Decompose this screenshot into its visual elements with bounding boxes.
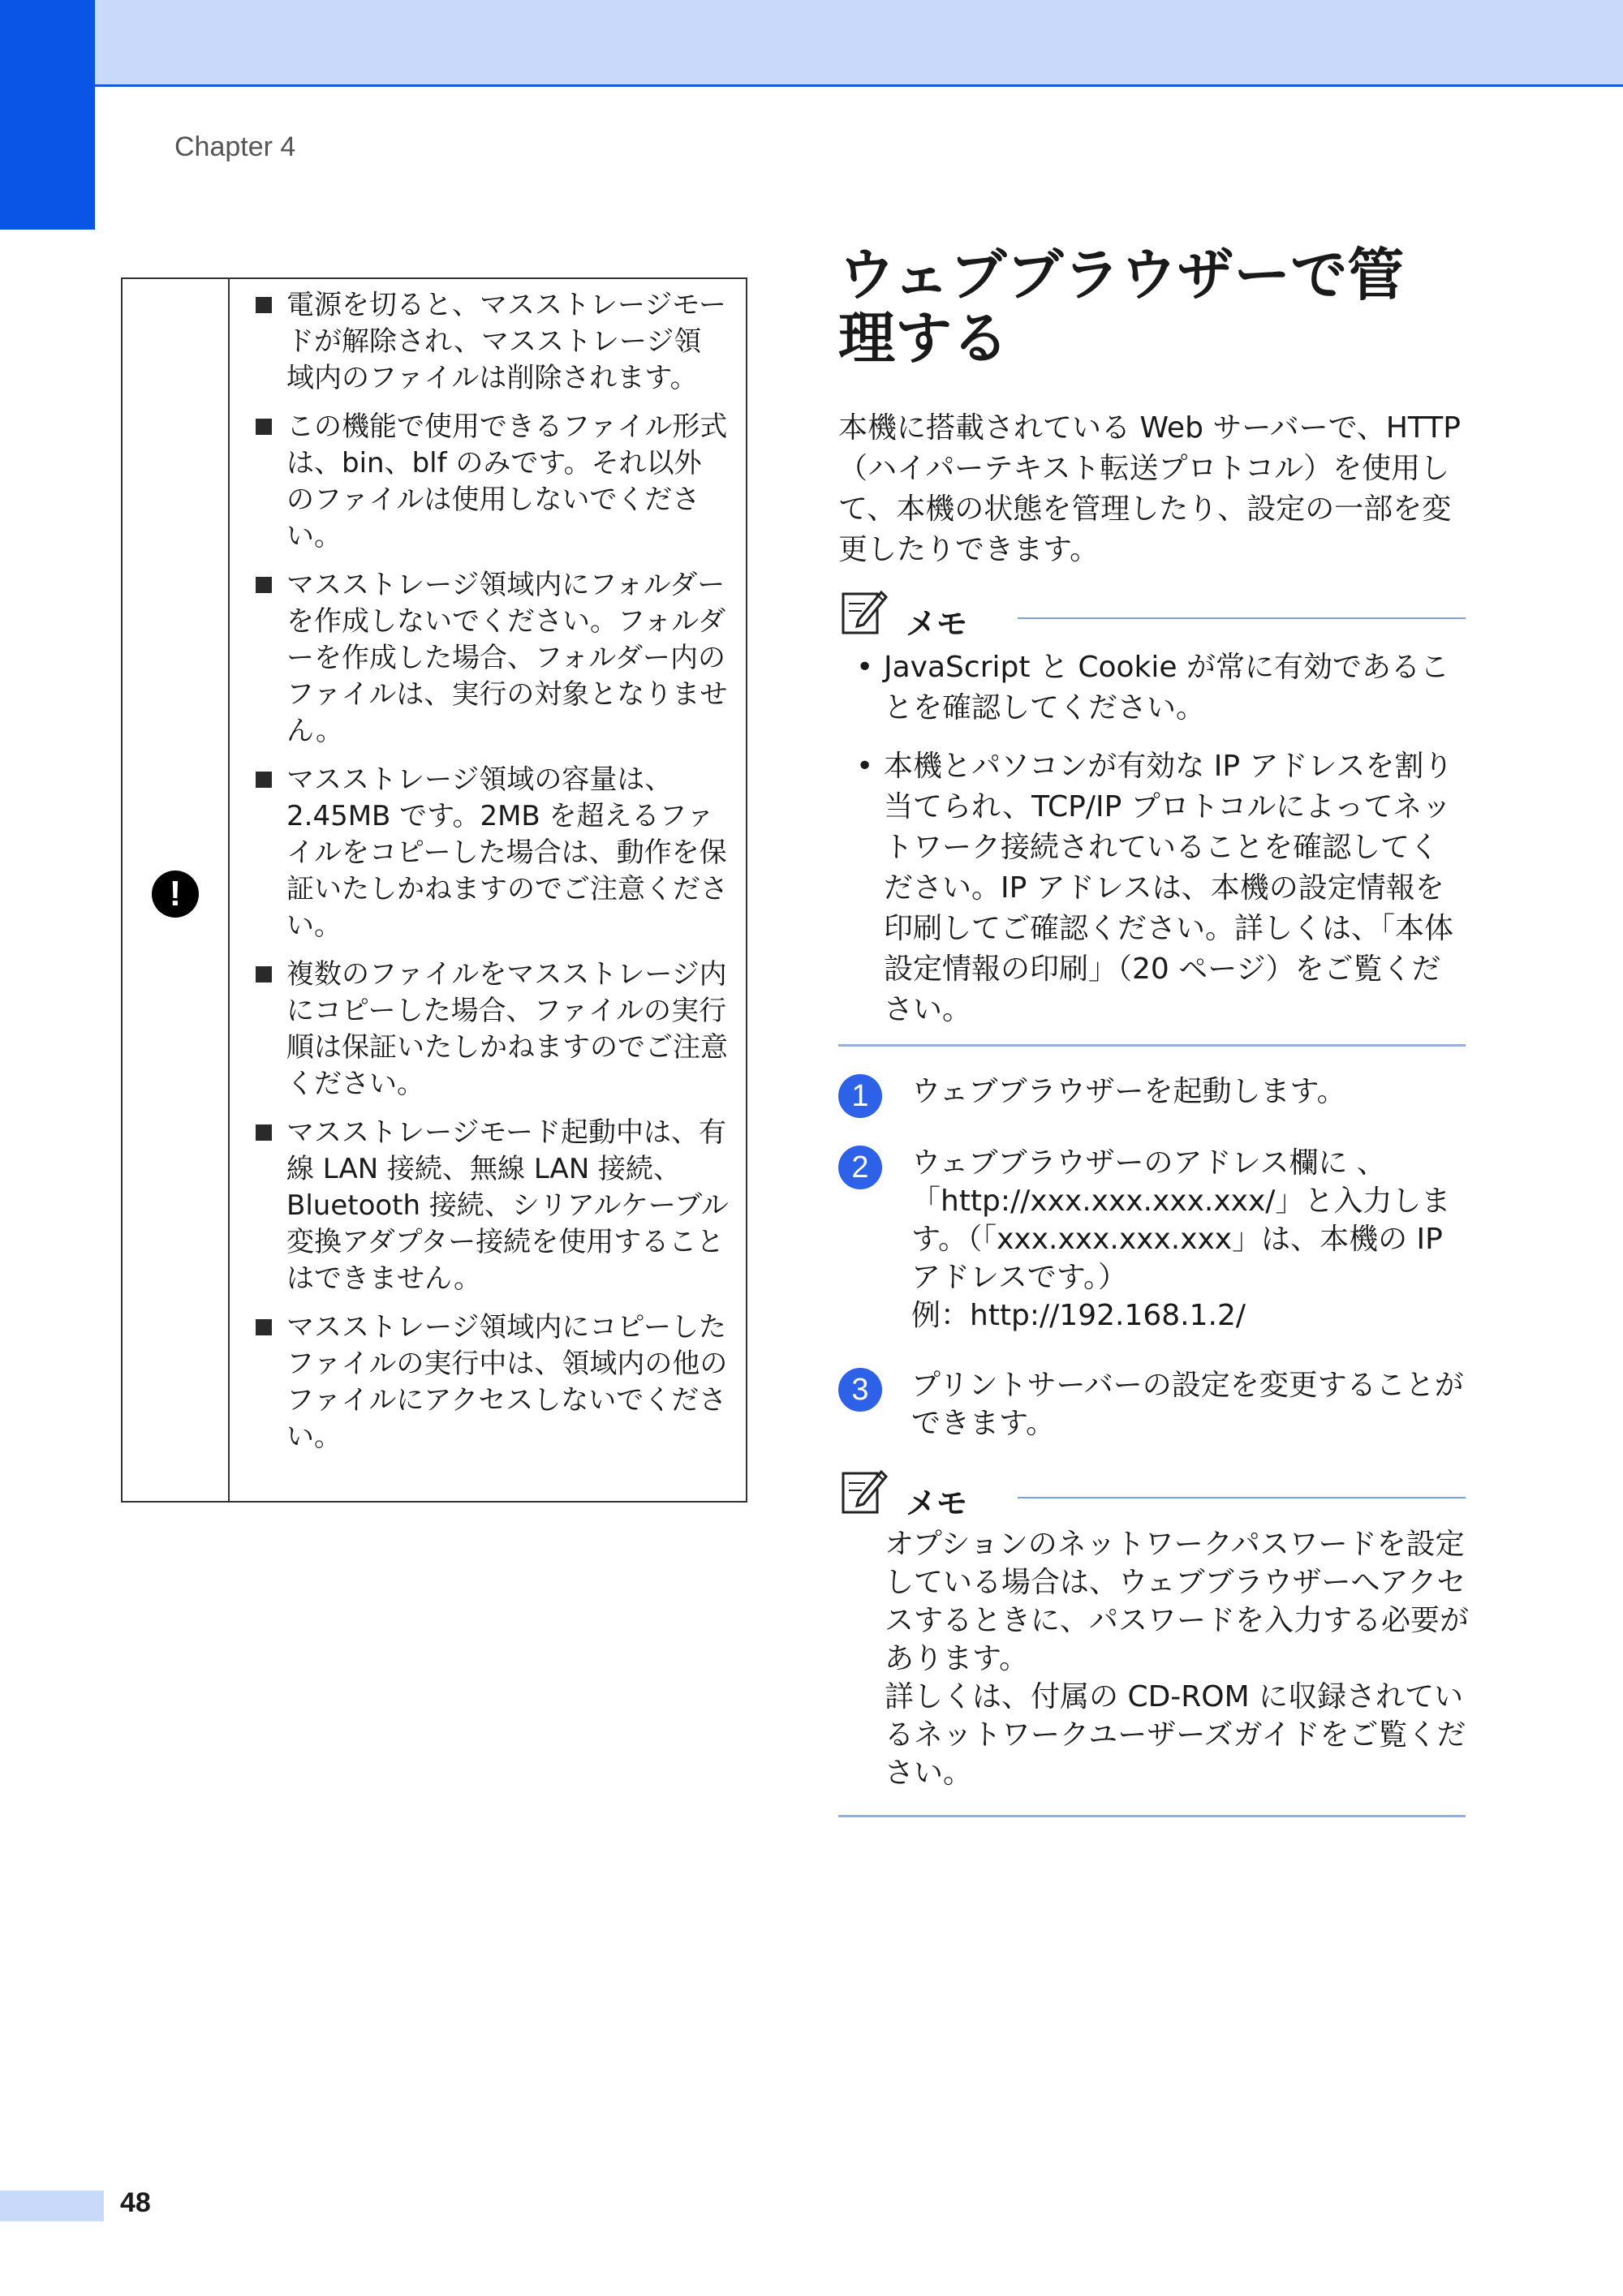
page-number: 48	[120, 2187, 151, 2218]
memo-end-rule	[838, 1044, 1466, 1047]
caution-item: 電源を切ると、マスストレージモードが解除され、マスストレージ領域内のファイルは削除されます。	[254, 287, 729, 397]
memo-item: • 本機とパソコンが有効な IP アドレスを割り当てられ、TCP/IP プロトコルによってネットワーク接続されていることを確認してください。IP アドレスは、本機の設定情報を印刷してご確認ください。詳しくは、「本体設定情報の印刷」（20 ページ）をご覧ください。	[854, 746, 1466, 1030]
step-example: 例：http://192.168.1.2/	[911, 1299, 1246, 1332]
memo-paragraph: 詳しくは、付属の CD-ROM に収録されているネットワークユーザーズガイドをご覧ください。	[885, 1680, 1466, 1790]
section-title	[838, 243, 1466, 370]
memo-end-rule	[838, 1815, 1466, 1817]
page-tab	[0, 2191, 104, 2221]
memo-pencil-icon	[841, 587, 888, 636]
memo-divider	[1018, 617, 1466, 619]
memo-divider	[1018, 1497, 1466, 1498]
step-number: 1	[838, 1074, 882, 1118]
caution-item: マスストレージ領域内にコピーしたファイルの実行中は、領域内の他のファイルにアクセスしないでください。	[254, 1309, 729, 1455]
memo-list	[854, 647, 1466, 1048]
step-number: 3	[838, 1368, 882, 1412]
step-text: プリントサーバーの設定を変更することができます。	[911, 1369, 1464, 1440]
step-text-body: ウェブブラウザーのアドレス欄に 、「http://xxx.xxx.xxx.xxx/」と入力します。（「xxx.xxx.xxx.xxx」は、本機の IP アドレスです。）	[911, 1146, 1451, 1294]
caution-item: この機能で使用できるファイル形式は、bin、blf のみです。それ以外のファイルは使用しないでください。	[254, 409, 729, 555]
section-title-line: ウェブブラウザーで管	[838, 242, 1405, 308]
memo-header	[841, 1467, 1466, 1524]
caution-item: 複数のファイルをマスストレージ内にコピーした場合、ファイルの実行順は保証いたしかねますのでご注意ください。	[254, 957, 729, 1103]
memo-pencil-icon	[841, 1467, 888, 1516]
caution-list	[254, 287, 729, 1468]
memo-body	[885, 1525, 1469, 1792]
memo-header	[841, 587, 1466, 644]
memo-label: メモ	[906, 606, 968, 642]
section-title-line: 理する	[838, 305, 1009, 372]
header-bar	[0, 0, 1623, 87]
memo-paragraph: オプションのネットワークパスワードを設定している場合は、ウェブブラウザーへアクセスするときに、パスワードを入力する必要があります。	[885, 1528, 1470, 1675]
section-intro: 本機に搭載されている Web サーバーで、HTTP（ハイパーテキスト転送プロトコル）を使用して、本機の状態を管理したり、設定の一部を変更したりできます。	[838, 411, 1461, 566]
chapter-tab	[0, 0, 95, 230]
step-text: ウェブブラウザーを起動します。	[911, 1075, 1346, 1108]
memo-label: メモ	[906, 1486, 968, 1521]
step-3	[838, 1366, 1466, 1443]
caution-item: マスストレージ領域内にフォルダーを作成しないでください。フォルダーを作成した場合、フォルダー内のファイルは、実行の対象となりません。	[254, 567, 729, 750]
step-number: 2	[838, 1146, 882, 1189]
step-text	[911, 1144, 1466, 1335]
chapter-label: Chapter 4	[174, 131, 296, 162]
step-2	[838, 1144, 1466, 1335]
step-1	[838, 1073, 1466, 1111]
caution-item: マスストレージ領域の容量は、2.45MB です。2MB を超えるファイルをコピーした場合は、動作を保証いたしかねますのでご注意ください。	[254, 762, 729, 944]
memo-item: • JavaScript と Cookie が常に有効であることを確認してください。	[854, 647, 1466, 729]
exclamation-icon: !	[152, 871, 199, 918]
caution-item: マスストレージモード起動中は、有線 LAN 接続、無線 LAN 接続、Bluetooth 接続、シリアルケーブル変換アダプター接続を使用することはできません。	[254, 1115, 729, 1297]
caution-icon-column	[123, 279, 230, 1501]
